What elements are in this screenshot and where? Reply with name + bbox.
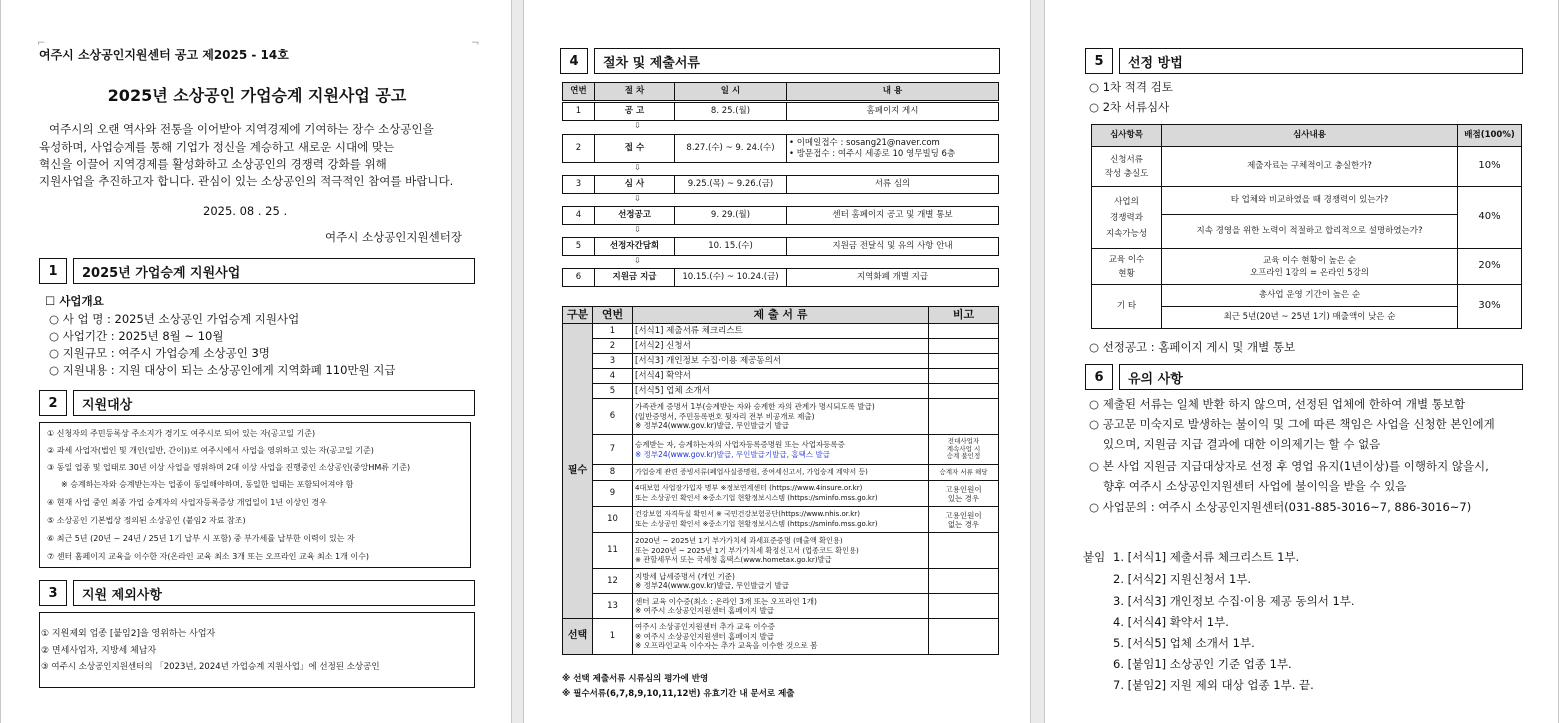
doc-name: 가업승계 관련 증빙서류(폐업사실증명원, 증여세신고서, 가업승계 계약서 등) (633, 465, 929, 481)
eligibility-item: ① 신청자의 주민등록상 주소지가 경기도 여주시로 되어 있는 자(공고일 기준) (47, 429, 316, 438)
issuer: 여주시 소상공인지원센터장 (325, 230, 462, 244)
doc-name: 여주시 소상공인지원센터 추가 교육 이수증 ※ 여주시 소상공인지원센터 홈페이지 발급 ※ 오프라인교육 이수자는 추가 교육을 이수한 것으로 봄 (633, 619, 929, 655)
attachment-item: 1. [서식1] 제출서류 체크리스트 1부. (1113, 550, 1300, 564)
document-page-3 (1044, 0, 1559, 723)
down-arrow-icon: ⇩ (634, 121, 641, 130)
doc-name: 2020년 ~ 2025년 1기 부가가치세 과세표준증명 (매출액 확인용) 또는 2020년 ~ 2025년 1기 부가가치세 확정신고서 (업종코드 확인용) ※ 관할세무서 또는 국세청 홈택스(www.hometax.go.kr)발급 (633, 533, 929, 569)
doc-name: 건강보험 자격득실 확인서 ※ 국민건강보험공단(https://www.nhis.or.kr) 또는 소상공인 확인서 ※중소기업 현황정보시스템 (https://sminfo.mss.go.kr) (633, 507, 929, 533)
doc-note (929, 569, 999, 594)
doc-no: 5 (593, 384, 633, 399)
selection-step: ○ 1차 적격 검토 (1089, 80, 1173, 94)
doc-no: 1 (593, 324, 633, 339)
documents-header-cell: 제 출 서 류 (633, 307, 929, 324)
procedure-content: 지역화폐 개별 지급 (787, 269, 999, 287)
group-optional: 선택 (563, 619, 593, 655)
doc-note (929, 533, 999, 569)
section-6-title: 유의 사항 (1119, 364, 1523, 390)
section-5-title: 선정 방법 (1119, 48, 1523, 74)
doc-no: 8 (593, 465, 633, 481)
procedure-date: 8. 25.(월) (675, 103, 787, 121)
procedure-row (562, 268, 999, 287)
doc-note: 전대사업자 계속사업 시 승계 불인정 (929, 435, 999, 465)
caution-item-cont: 있으며, 지원금 지급 결과에 대한 이의제기는 할 수 없음 (1103, 437, 1381, 451)
procedure-row (562, 175, 999, 194)
doc-note (929, 354, 999, 369)
caution-item: ○ 본 사업 지원금 지급대상자로 선정 후 영업 유지(1년이상)를 이행하지 않을시, (1089, 459, 1489, 473)
checkbox-icon: ☐ (45, 294, 60, 308)
evaluation-score: 10% (1458, 147, 1522, 187)
intro-line: 여주시의 오랜 역사와 전통을 이어받아 지역경제에 기여하는 장수 소상공인을 (49, 122, 434, 136)
circle-bullet-icon: ○ (1089, 397, 1103, 411)
section-3-number: 3 (39, 580, 67, 606)
evaluation-item: 신청서류 작성 충실도 (1092, 147, 1162, 187)
procedure-step: 선정자간담회 (595, 238, 675, 256)
procedure-content: 홈페이지 게시 (787, 103, 999, 121)
attachment-item: 4. [서식4] 확약서 1부. (1113, 615, 1229, 629)
circle-bullet-icon: ○ (49, 329, 63, 343)
evaluation-header-cell: 심사내용 (1162, 125, 1458, 147)
procedure-date: 9. 29.(월) (675, 207, 787, 225)
circle-bullet-icon: ○ (1089, 459, 1103, 473)
evaluation-item: 교육 이수 현황 (1092, 249, 1162, 285)
attachment-item: 7. [붙임2] 지원 제외 대상 업종 1부. 끝. (1113, 678, 1314, 692)
document-page-1 (0, 0, 512, 723)
footnote: ※ 선택 제출서류 시류심의 평가에 반영 (562, 674, 709, 684)
doc-note: 승계자 서류 해당 (929, 465, 999, 481)
doc-note (929, 619, 999, 655)
evaluation-content: 타 업체와 비교하였을 때 경쟁력이 있는가? (1162, 187, 1458, 215)
procedure-no: 6 (563, 269, 595, 287)
margin-mark: ⌐ (37, 38, 46, 49)
eligibility-item: ⑤ 소상공인 기본법상 정의된 소상공인 (붙임2 자료 참조) (47, 516, 246, 525)
doc-no: 3 (593, 354, 633, 369)
overview-item: ○ 사 업 명 : 2025년 소상공인 가업승계 지원사업 (49, 312, 300, 326)
overview-item: ○ 지원규모 : 여주시 가업승계 소상공인 3명 (49, 346, 270, 360)
documents-table (562, 306, 999, 655)
evaluation-table (1091, 124, 1522, 329)
procedure-row (562, 237, 999, 256)
doc-note: 고용인원이 없는 경우 (929, 507, 999, 533)
procedure-no: 5 (563, 238, 595, 256)
circle-bullet-icon: ○ (1089, 340, 1103, 354)
section-1-number: 1 (39, 258, 67, 284)
procedure-step: 지원금 지급 (595, 269, 675, 287)
eligibility-item: ⑥ 최근 5년 (20년 ~ 24년 / 25년 1기 납부 시 포함) 중 부가세를 납부한 이력이 있는 자 (47, 534, 355, 543)
circle-bullet-icon: ○ (1089, 100, 1103, 114)
procedure-step: 접 수 (595, 135, 675, 163)
exclusion-item: ③ 여주시 소상공인지원센터의 「2023년, 2024년 가업승계 지원사업」에 선정된 소상공인 (41, 662, 380, 672)
notice-title: 2025년 소상공인 가업승계 지원사업 공고 (107, 86, 407, 105)
attachments-label: 붙임 (1083, 550, 1106, 564)
doc-no: 9 (593, 481, 633, 507)
selection-step: ○ 2차 서류심사 (1089, 100, 1170, 114)
footnote: ※ 필수서류(6,7,8,9,10,11,12번) 유효기간 내 문서로 제출 (562, 689, 795, 699)
evaluation-item: 기 타 (1092, 285, 1162, 329)
caution-item: ○ 사업문의 : 여주시 소상공인지원센터(031-885-3016~7, 886-3016~7) (1089, 500, 1472, 514)
procedure-content: 센터 홈페이지 공고 및 개별 통보 (787, 207, 999, 225)
procedure-content: 서류 심의 (787, 176, 999, 194)
attachment-item: 2. [서식2] 지원신청서 1부. (1113, 572, 1252, 586)
doc-no: 7 (593, 435, 633, 465)
doc-name: [서식1] 제출서류 체크리스트 (633, 324, 929, 339)
procedure-no: 2 (563, 135, 595, 163)
evaluation-score: 30% (1458, 285, 1522, 329)
doc-name: 승계받는 자, 승계하는자의 사업자등록증명원 또는 사업자등록증 ※ 정부24(www.gov.kr)발급, 무인발급기발급, 홈택스 발급 (633, 435, 929, 465)
procedure-header-cell: 일 시 (675, 83, 787, 101)
intro-line: 육성하며, 사업승계를 통해 기업가 정신을 계승하고 새로운 시대에 맞는 (39, 140, 395, 154)
doc-note (929, 384, 999, 399)
procedure-step: 선정공고 (595, 207, 675, 225)
circle-bullet-icon: ○ (49, 312, 63, 326)
doc-name: [서식2] 신청서 (633, 339, 929, 354)
evaluation-item: 사업의 경쟁력과 지속가능성 (1092, 187, 1162, 249)
attachment-item: 5. [서식5] 업체 소개서 1부. (1113, 636, 1255, 650)
circle-bullet-icon: ○ (49, 363, 63, 377)
evaluation-content: 지속 경영을 위한 노력이 적절하고 합리적으로 설명하였는가? (1162, 215, 1458, 249)
evaluation-score: 40% (1458, 187, 1522, 249)
procedure-header-cell: 연번 (563, 83, 595, 101)
doc-name: [서식4] 확약서 (633, 369, 929, 384)
procedure-row (562, 134, 999, 163)
overview-label: 사업개요 (59, 294, 104, 308)
procedure-header-cell: 내 용 (787, 83, 999, 101)
procedure-step: 공 고 (595, 103, 675, 121)
doc-note (929, 399, 999, 435)
overview-item: ○ 지원내용 : 지원 대상이 되는 소상공인에게 지역화폐 110만원 지급 (49, 363, 396, 377)
doc-name: 가족관계 증명서 1부(승계받는 자와 승계한 자의 관계가 명시되도록 발급) (일반증명서, 주민등록번호 뒷자리 전부 비공개로 제출) ※ 정부24(www.gov.kr)발급, 무인발급기 발급 (633, 399, 929, 435)
evaluation-content: 최근 5년(20년 ~ 25년 1기) 매출액이 낮은 순 (1162, 307, 1458, 329)
eligibility-item: ③ 동일 업종 및 업태로 30년 이상 사업을 영위하며 2대 이상 사업을 진행중인 소상공인(중앙HM류 기준) (47, 463, 411, 472)
doc-note: 고용인원이 있는 경우 (929, 481, 999, 507)
procedure-step: 심 사 (595, 176, 675, 194)
procedure-date: 10.15.(수) ~ 10.24.(금) (675, 269, 787, 287)
eligibility-item: ② 과세 사업자(법인 및 개인(일반, 간이))로 여주시에서 사업을 영위하고 있는 자(공고일 기준) (47, 446, 374, 455)
section-6-number: 6 (1085, 364, 1113, 390)
doc-no: 13 (593, 594, 633, 619)
procedure-no: 1 (563, 103, 595, 121)
section-2-title: 지원대상 (73, 390, 475, 416)
procedure-date: 9.25.(목) ~ 9.26.(금) (675, 176, 787, 194)
procedure-visit: • 방문접수 : 여주시 세종로 10 영무빌딩 6층 (789, 148, 956, 159)
circle-bullet-icon: ○ (1089, 80, 1103, 94)
attachment-item: 6. [붙임1] 소상공인 기준 업종 1부. (1113, 657, 1292, 671)
down-arrow-icon: ⇩ (634, 163, 641, 172)
doc-no: 11 (593, 533, 633, 569)
eligibility-item: ④ 현재 사업 중인 최종 가업 승계자의 사업자등록증상 개업일이 1년 이상인 경우 (47, 498, 327, 507)
caution-item: ○ 공고문 미숙지로 발생하는 불이익 및 그에 따른 책임은 사업을 신청한 본인에게 (1089, 417, 1495, 431)
notice-number: 여주시 소상공인지원센터 공고 제2025 - 14호 (39, 48, 289, 62)
documents-header-cell: 연번 (593, 307, 633, 324)
document-page-2 (523, 0, 1031, 723)
section-5-number: 5 (1085, 48, 1113, 74)
eligibility-item: ⑦ 센터 홈페이지 교육을 이수한 자(온라인 교육 최소 3개 또는 오프라인 교육 최소 1개 이수) (47, 552, 369, 561)
circle-bullet-icon: ○ (1089, 417, 1103, 431)
doc-name: 4대보험 사업장가입자 명부 ※정보연계센터 (https://www.4insure.or.kr) 또는 소상공인 확인서 ※중소기업 현황정보시스템 (https://sminfo.mss.go.kr) (633, 481, 929, 507)
down-arrow-icon: ⇩ (634, 256, 641, 265)
circle-bullet-icon: ○ (49, 346, 63, 360)
section-1-title: 2025년 가업승계 지원사업 (73, 258, 475, 284)
notice-date: 2025. 08 . 25 . (203, 204, 288, 218)
section-4-number: 4 (560, 48, 588, 74)
caution-item: ○ 제출된 서류는 일체 반환 하지 않으며, 선정된 업체에 한하여 개별 통보함 (1089, 397, 1466, 411)
procedure-row (562, 206, 999, 225)
doc-no: 4 (593, 369, 633, 384)
circle-bullet-icon: ○ (1089, 500, 1103, 514)
procedure-date: 10. 15.(수) (675, 238, 787, 256)
doc-no: 6 (593, 399, 633, 435)
procedure-no: 4 (563, 207, 595, 225)
announcement-note: ○ 선정공고 : 홈페이지 게시 및 개별 통보 (1089, 340, 1296, 354)
doc-note (929, 369, 999, 384)
intro-line: 지원사업을 추진하고자 합니다. 관심이 있는 소상공인의 적극적인 참여를 바랍니다. (39, 174, 454, 188)
evaluation-content: 총사업 운영 기간이 높은 순 (1162, 285, 1458, 307)
doc-name: 센터 교육 이수증(최소 : 온라인 3개 또는 오프라인 1개) ※ 여주시 소상공인지원센터 홈페이지 발급 (633, 594, 929, 619)
section-3-title: 지원 제외사항 (73, 580, 475, 606)
overview-heading (45, 294, 104, 308)
exclusion-item: ① 지원제외 업종 [붙임2]을 영위하는 사업자 (41, 629, 216, 639)
doc-no: 1 (593, 619, 633, 655)
overview-item: ○ 사업기간 : 2025년 8월 ~ 10월 (49, 329, 224, 343)
doc-note (929, 324, 999, 339)
procedure-content (787, 135, 999, 163)
doc-note (929, 594, 999, 619)
doc-no: 2 (593, 339, 633, 354)
procedure-header-cell: 절 차 (595, 83, 675, 101)
procedure-content: 지원금 전달식 및 유의 사항 안내 (787, 238, 999, 256)
evaluation-score: 20% (1458, 249, 1522, 285)
procedure-email: • 이메일접수 : sosang21@naver.com (789, 138, 940, 148)
procedure-date: 8.27.(수) ~ 9. 24.(수) (675, 135, 787, 163)
exclusion-item: ② 면세사업자, 지방세 체납자 (41, 646, 157, 656)
evaluation-header-cell: 배점(100%) (1458, 125, 1522, 147)
evaluation-content: 제출자료는 구체적이고 충실한가? (1162, 147, 1458, 187)
doc-no: 10 (593, 507, 633, 533)
down-arrow-icon: ⇩ (634, 194, 641, 203)
doc-no: 12 (593, 569, 633, 594)
eligibility-note: ※ 승계하는자와 승계받는자는 업종이 동일해야하며, 동일한 업태는 포함되어져야 함 (61, 480, 354, 489)
group-required: 필수 (563, 324, 593, 619)
documents-header-cell: 비고 (929, 307, 999, 324)
procedure-no: 3 (563, 176, 595, 194)
doc-name: [서식3] 개인정보 수집·이용 제공동의서 (633, 354, 929, 369)
section-4-title: 절차 및 제출서류 (594, 48, 1000, 74)
intro-line: 혁신을 이끌어 지역경제를 활성화하고 소상공인의 경쟁력 강화를 위해 (39, 157, 387, 171)
attachment-item: 3. [서식3] 개인정보 수집·이용 제공 동의서 1부. (1113, 594, 1355, 608)
evaluation-header-cell: 심사항목 (1092, 125, 1162, 147)
margin-mark: ¬ (471, 38, 480, 49)
doc-name: 지방세 납세증명서 (개인 기준) ※ 정부24(www.gov.kr)발급, 무인발급기 발급 (633, 569, 929, 594)
doc-name: [서식5] 업체 소개서 (633, 384, 929, 399)
evaluation-content: 교육 이수 현황이 높은 순 오프라인 1강의 = 온라인 5강의 (1162, 249, 1458, 285)
caution-item-cont: 향후 여주시 소상공인지원센터 사업에 불이익을 받을 수 있음 (1103, 479, 1407, 493)
procedure-row (562, 102, 999, 121)
documents-header-cell: 구분 (563, 307, 593, 324)
procedure-header (562, 82, 999, 101)
doc-note (929, 339, 999, 354)
down-arrow-icon: ⇩ (634, 225, 641, 234)
section-2-number: 2 (39, 390, 67, 416)
